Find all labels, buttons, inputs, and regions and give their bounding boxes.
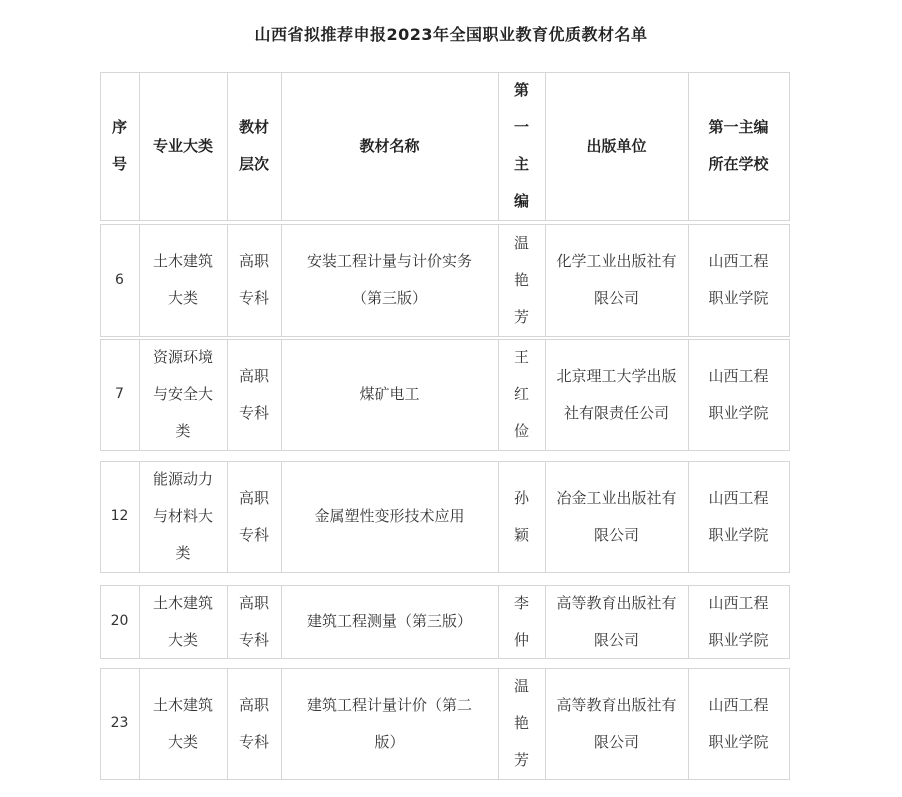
cell-seq-text: 23 [110,715,129,731]
column-border [789,585,790,659]
cell-name-text: 建筑工程计量计价（第二版） [306,695,472,751]
cell-seq [100,224,139,336]
cell-publisher [545,461,688,572]
cell-level [227,461,281,572]
cell-school-text: 山西工程职业学院 [708,366,769,422]
cell-level-text: 高职专科 [238,366,269,422]
cell-school [688,461,789,572]
cell-school [688,668,789,779]
cell-name [281,461,498,572]
cell-level-text: 高职专科 [238,593,269,649]
column-border [789,339,790,451]
cell-school-text: 山西工程职业学院 [708,593,769,649]
cell-school [688,339,789,450]
cell-publisher-text: 高等教育出版社有限公司 [556,593,677,649]
cell-school-text: 山西工程职业学院 [708,695,769,751]
header-seq [100,72,139,220]
column-border [789,668,790,780]
cell-category-text: 资源环境与安全大类 [152,348,213,440]
cell-editor [498,668,545,779]
header-name-text: 教材名称 [359,136,420,155]
cell-seq [100,339,139,450]
cell-school-text: 山西工程职业学院 [708,252,769,307]
row-bottom-border [100,450,790,451]
cell-seq-text: 12 [110,508,129,524]
cell-name-text: 安装工程计量与计价实务（第三版） [306,252,472,307]
cell-category-text: 土木建筑大类 [152,695,213,751]
cell-seq [100,461,139,572]
cell-category [139,668,227,779]
cell-level [227,585,281,658]
header-editor [498,72,545,220]
cell-category [139,339,227,450]
column-border [789,461,790,573]
cell-editor [498,461,545,572]
cell-editor [498,585,545,658]
row-bottom-border [100,572,790,573]
cell-name [281,224,498,336]
header-name [281,72,498,220]
cell-category-text: 土木建筑大类 [152,593,213,649]
cell-seq-text: 20 [110,613,129,629]
cell-seq [100,585,139,658]
page-title: 山西省拟推荐申报2023年全国职业教育优质教材名单 [254,25,648,44]
cell-publisher [545,668,688,779]
cell-level-text: 高职专科 [238,695,269,751]
cell-publisher-text: 北京理工大学出版社有限责任公司 [556,366,677,422]
header-editor-text: 第一主编 [513,81,529,210]
row-bottom-border [100,336,790,337]
header-school [688,72,789,220]
cell-level [227,339,281,450]
cell-level [227,224,281,336]
cell-name [281,339,498,450]
header-level [227,72,281,220]
header-category-text: 专业大类 [152,136,213,155]
cell-school [688,224,789,336]
cell-level [227,668,281,779]
cell-editor [498,224,545,336]
cell-category [139,461,227,572]
header-seq-text: 序号 [111,118,127,173]
cell-editor [498,339,545,450]
cell-publisher-text: 高等教育出版社有限公司 [556,695,677,751]
cell-editor-text: 温艳芳 [513,677,529,769]
cell-name [281,585,498,658]
row-bottom-border [100,220,790,221]
cell-name [281,668,498,779]
column-border [789,224,790,337]
cell-name-text: 建筑工程测量（第三版） [306,612,472,630]
header-level-text: 教材层次 [238,118,269,173]
row-bottom-border [100,779,790,780]
header-category [139,72,227,220]
cell-seq [100,668,139,779]
cell-publisher-text: 冶金工业出版社有限公司 [556,488,677,544]
column-border [789,72,790,221]
cell-editor-text: 温艳芳 [513,233,529,326]
cell-editor-text: 王红俭 [513,348,529,440]
header-publisher-text: 出版单位 [586,136,647,155]
header-publisher [545,72,688,220]
cell-school-text: 山西工程职业学院 [708,488,769,544]
cell-seq-text: 7 [115,386,124,402]
cell-school [688,585,789,658]
cell-editor-text: 孙颖 [513,488,529,544]
cell-seq-text: 6 [115,271,124,288]
cell-category-text: 能源动力与材料大类 [152,470,213,562]
cell-publisher [545,224,688,336]
cell-level-text: 高职专科 [238,488,269,544]
header-school-text: 第一主编所在学校 [708,118,769,173]
cell-publisher-text: 化学工业出版社有限公司 [556,252,677,307]
cell-category [139,224,227,336]
cell-category [139,585,227,658]
cell-category-text: 土木建筑大类 [152,252,213,307]
cell-name-text: 金属塑性变形技术应用 [314,507,465,525]
cell-publisher [545,339,688,450]
cell-level-text: 高职专科 [238,252,269,307]
cell-publisher [545,585,688,658]
cell-editor-text: 李仲 [513,593,529,649]
cell-name-text: 煤矿电工 [359,385,420,403]
